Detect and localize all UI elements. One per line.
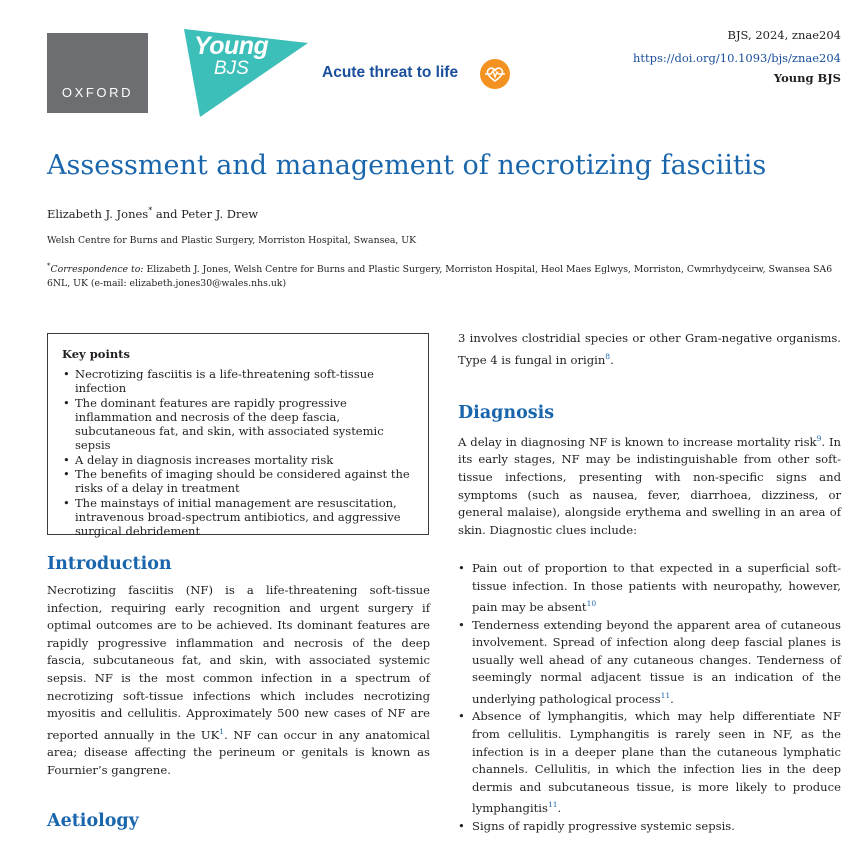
correspondence-mark: * — [47, 262, 51, 270]
clue-text: Signs of rapidly progressive systemic sepsis. — [472, 818, 735, 833]
reference-link[interactable]: 8 — [605, 351, 611, 361]
key-points-list — [62, 367, 420, 539]
diagnosis-paragraph — [458, 430, 841, 539]
clue-text: Absence of lymphangitis, which may help differentiate NF from cellulitis. Lymphangitis is rarely seen in NF, as the infection is in a deeper plane than the cutaneous lymphatic channels. Cellulitis, in which the infection lies in the deep dermis and subcutaneous tissue, is more likely to produce lymphangitis — [472, 709, 841, 816]
diagnosis-heading: Diagnosis — [458, 403, 555, 423]
author-list — [47, 206, 258, 221]
reference-link[interactable]: 11 — [660, 691, 671, 701]
article-title: Assessment and management of necrotizing fasciitis — [47, 150, 767, 181]
clue-end: . — [557, 801, 562, 816]
diagnosis-text-2: . In its early stages, NF may be indistinguishable from other soft-tissue infections, presenting with non-specific signs and symptoms (such as nausea, fever, diarrhoea, dizziness, or general malaise), alongside erythema and swelling in an area of skin. Diagnostic clues include: — [458, 434, 841, 537]
logo-young-text: Young — [194, 32, 269, 60]
clue-item — [458, 617, 841, 709]
classification-end: . — [610, 352, 614, 367]
diagnosis-text-1: A delay in diagnosing NF is known to increase mortality risk — [458, 434, 817, 449]
key-point-item: • The dominant features are rapidly progressive inflammation and necrosis of the deep fascia, subcutaneous fat, and skin, with associated systemic sepsis — [62, 396, 420, 453]
reference-link[interactable]: 10 — [586, 599, 597, 609]
journal-reference: BJS, 2024, znae204 — [727, 28, 841, 42]
author-separator: and — [152, 206, 182, 221]
oxford-logo — [47, 33, 148, 113]
author-2[interactable]: Peter J. Drew — [181, 206, 259, 221]
classification-paragraph — [458, 330, 841, 369]
heart-pulse-icon — [480, 59, 510, 89]
key-point-item: • The mainstays of initial management are resuscitation, intravenous broad-spectrum antibiotics, and aggressive surgical debridement — [62, 496, 420, 539]
reference-link[interactable]: 11 — [547, 800, 558, 810]
clue-item — [458, 560, 841, 617]
introduction-text-2: . NF can occur in any anatomical area; disease affecting the perineum or genitals is known as Fournier’s gangrene. — [47, 727, 430, 777]
affiliation: Welsh Centre for Burns and Plastic Surgery, Morriston Hospital, Swansea, UK — [47, 235, 417, 246]
clue-end: . — [670, 691, 674, 706]
correspondence-text: Elizabeth J. Jones, Welsh Centre for Burns and Plastic Surgery, Morriston Hospital, Heol Maes Eglwys, Morriston, Cwmrhydyceirw, Swansea SA6 6NL, UK (e-mail: elizabeth.jones30@wales.nhs.uk) — [47, 264, 833, 290]
diagnostic-clues-list — [458, 560, 841, 835]
key-point-item: • A delay in diagnosis increases mortality risk — [62, 453, 420, 467]
correspondence — [47, 259, 837, 291]
clue-item — [458, 818, 841, 836]
doi-link[interactable]: https://doi.org/10.1093/bjs/znae204 — [632, 51, 841, 65]
reference-link[interactable]: 1 — [219, 726, 225, 736]
oxford-logo-text: OXFORD — [61, 85, 134, 100]
clue-text: Pain out of proportion to that expected in a superficial soft-tissue infection. In those patients with neuropathy, however, pain may be absent — [472, 561, 841, 615]
category-label: Acute threat to life — [322, 64, 459, 81]
introduction-paragraph — [47, 582, 430, 779]
corresponding-mark: * — [148, 206, 153, 215]
clue-item — [458, 708, 841, 817]
key-point-item: • The benefits of imaging should be considered against the risks of a delay in treatment — [62, 467, 420, 496]
introduction-heading: Introduction — [47, 554, 172, 574]
key-points-title: Key points — [62, 347, 130, 361]
classification-text: 3 involves clostridial species or other Gram-negative organisms. Type 4 is fungal in origin — [458, 331, 841, 367]
reference-link[interactable]: 9 — [816, 434, 822, 443]
clue-text: Tenderness extending beyond the apparent area of cutaneous involvement. Spread of infection along deep fascial planes is usually well ahead of any cutaneous changes. Tenderness of seemingly normal adjacent tissue is an indication of the underlying pathological process — [472, 617, 841, 706]
logo-bjs-text: BJS — [214, 58, 249, 79]
aetiology-heading: Aetiology — [47, 811, 139, 831]
key-point-item: • Necrotizing fasciitis is a life-threatening soft-tissue infection — [62, 367, 420, 396]
correspondence-label: Correspondence to: — [50, 264, 144, 276]
author-1[interactable]: Elizabeth J. Jones — [47, 206, 149, 221]
introduction-text-1: Necrotizing fasciitis (NF) is a life-threatening soft-tissue infection, requiring early recognition and urgent surgery if optimal outcomes are to be achieved. Its dominant features are rapidly progressive inflammation and necrosis of the deep fascia, subcutaneous fat, and skin, with associated systemic sepsis. NF is the most common infection in a spectrum of necrotizing soft-tissue infections which includes necrotizing myositis and cellulitis. Approximately 500 new cases of NF are reported annually in the UK — [47, 583, 430, 742]
series-name: Young BJS — [773, 71, 841, 85]
